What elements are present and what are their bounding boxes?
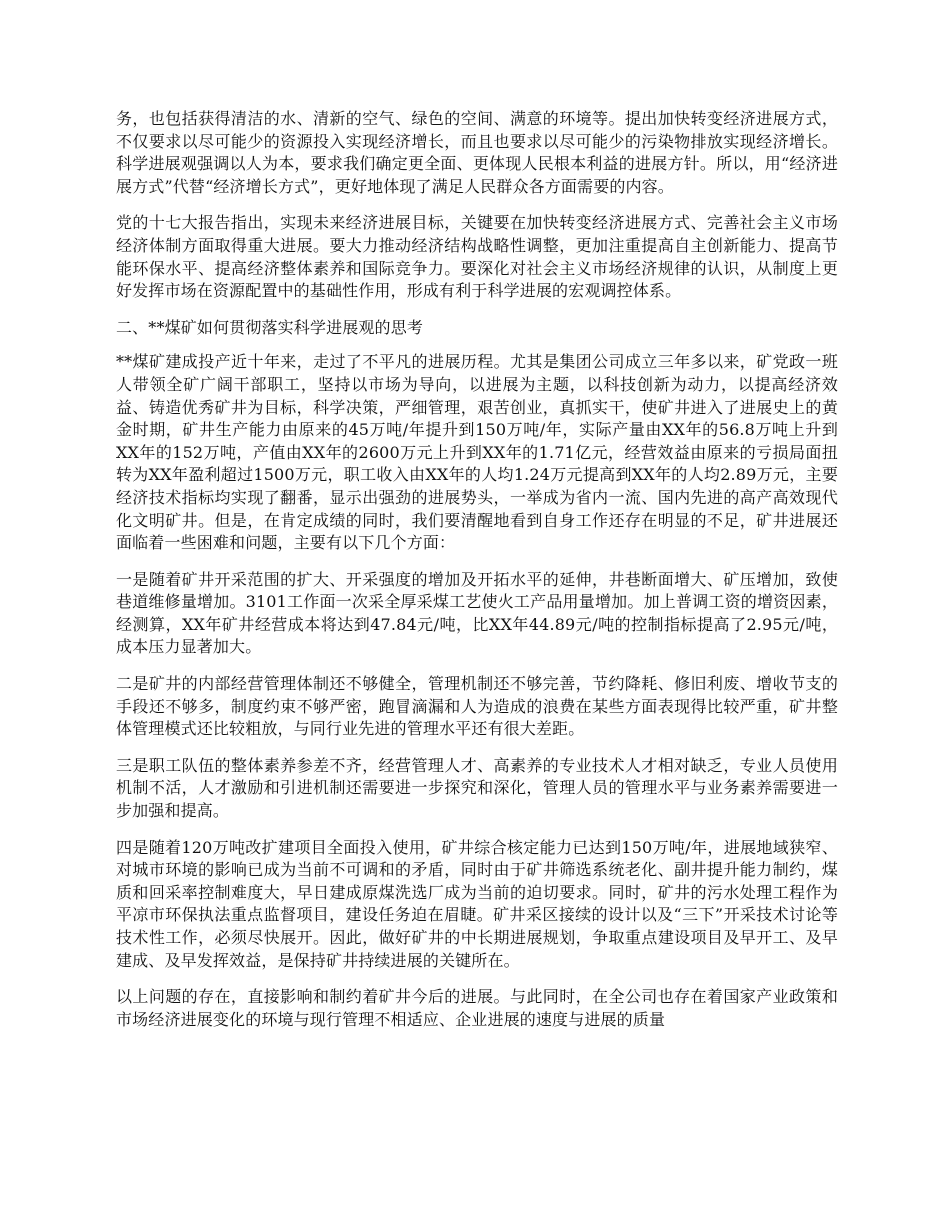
paragraph-intro-continued: 务，也包括获得清洁的水、清新的空气、绿色的空间、满意的环境等。提出加快转变经济进展方式，不仅要求以尽可能少的资源投入实现经济增长，而且也要求以尽可能少的污染物排放实现经济增长。科学进展观强调以人为本，要求我们确定更全面、更体现人民根本利益的进展方针。所以，用“经济进展方式”代替“经济增长方式”，更好地体现了满足人民群众各方面需要的内容。 — [116, 109, 838, 196]
paragraph-summary: 以上问题的存在，直接影响和制约着矿井今后的进展。与此同时，在全公司也存在着国家产业政策和市场经济进展变化的环境与现行管理不相适应、企业进展的速度与进展的质量 — [116, 987, 838, 1029]
paragraph-problem-four: 四是随着120万吨改扩建项目全面投入使用，矿井综合核定能力已达到150万吨/年，进展地域狭窄、对城市环境的影响已成为当前不可调和的矛盾，同时由于矿井筛选系统老化、副井提升能力制约，煤质和回采率控制难度大，早日建成原煤洗选厂成为当前的迫切要求。同时，矿井的污水处理工程作为平凉市环保执法重点监督项目，建设任务迫在眉睫。矿井采区接续的设计以及“三下”开采技术讨论等技术性工作，必须尽快展开。因此，做好矿井的中长期进展规划，争取重点建设项目及早开工、及早建成、及早发挥效益，是保持矿井持续进展的关键所在。 — [116, 837, 838, 970]
paragraph-problem-one: 一是随着矿井开采范围的扩大、开采强度的增加及开拓水平的延伸，井巷断面增大、矿压增加，致使巷道维修量增加。3101工作面一次采全厚采煤工艺使火工产品用量增加。加上普调工资的增资因素，经测算，XX年矿井经营成本将达到47.84元/吨，比XX年44.89元/吨的控制指标提高了2.95元/吨，成本压力显著加大。 — [116, 569, 838, 657]
section-heading-two: 二、**煤矿如何贯彻落实科学进展观的思考 — [116, 317, 424, 337]
document-page — [116, 108, 838, 1045]
paragraph-problem-three: 三是职工队伍的整体素养参差不齐，经营管理人才、高素养的专业技术人才相对缺乏，专业人员使用机制不活，人才激励和引进机制还需要进一步探究和深化，管理人员的管理水平与业务素养需要进一步加强和提高。 — [116, 755, 838, 821]
paragraph-problem-two: 二是矿井的内部经营管理体制还不够健全，管理机制还不够完善，节约降耗、修旧利废、增收节支的手段还不够多，制度约束不够严密，跑冒滴漏和人为造成的浪费在某些方面表现得比较严重，矿井整体管理模式还比较粗放，与同行业先进的管理水平还有很大差距。 — [116, 674, 838, 739]
paragraph-seventeenth-congress: 党的十七大报告指出，实现未来经济进展目标，关键要在加快转变经济进展方式、完善社会主义市场经济体制方面取得重大进展。要大力推动经济结构战略性调整，更加注重提高自主创新能力、提高节能环保水平、提高经济整体素养和国际竞争力。要深化对社会主义市场经济规律的认识，从制度上更好发挥市场在资源配置中的基础性作用，形成有利于科学进展的宏观调控体系。 — [116, 213, 838, 301]
paragraph-mine-history: **煤矿建成投产近十年来，走过了不平凡的进展历程。尤其是集团公司成立三年多以来，矿党政一班人带领全矿广阔干部职工，坚持以市场为导向，以进展为主题，以科技创新为动力，以提高经济效益、铸造优秀矿井为目标，科学决策，严细管理，艰苦创业，真抓实干，使矿井进入了进展史上的黄金时期，矿井生产能力由原来的45万吨/年提升到150万吨/年，实际产量由XX年的56.8万吨上升到XX年的152万吨，产值由XX年的2600万元上升到XX年的1.71亿元，经营效益由原来的亏损局面扭转为XX年盈利超过1500万元，职工收入由XX年的人均1.24万元提高到XX年的人均2.89万元，主要经济技术指标均实现了翻番，显示出强劲的进展势头，一举成为省内一流、国内先进的高产高效现代化文明矿井。但是，在肯定成绩的同时，我们要清醒地看到自身工作还存在明显的不足，矿井进展还面临着一些困难和问题，主要有以下几个方面： — [116, 352, 838, 553]
